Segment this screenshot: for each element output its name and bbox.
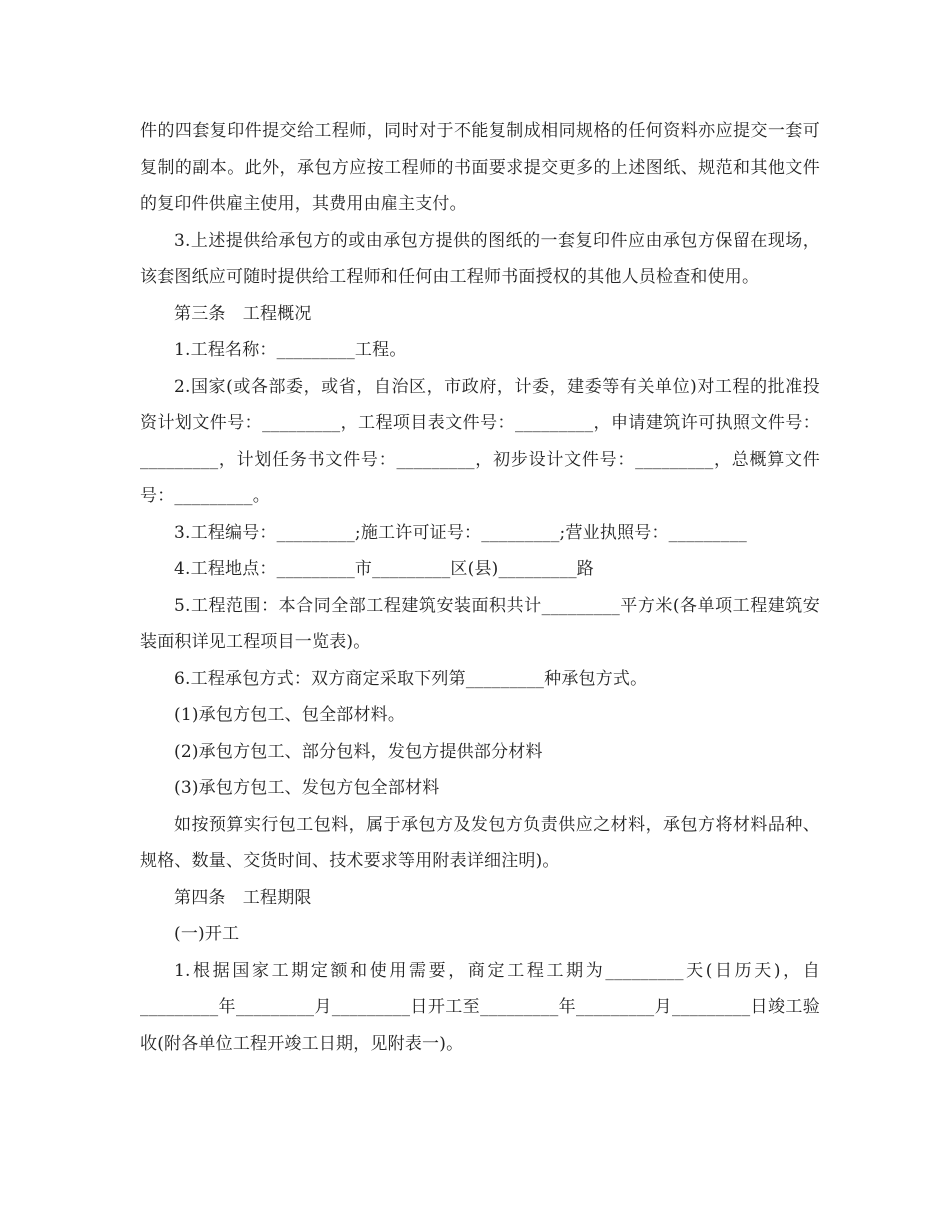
paragraph-continuation: 件的四套复印件提交给工程师，同时对于不能复制成相同规格的任何资料亦应提交一套可复制的副本。此外，承包方应按工程师的书面要求提交更多的上述图纸、规范和其他文件的复印件供雇主使用，其费用由雇主支付。 [140, 121, 820, 214]
paragraph-contract-method: 6.工程承包方式：双方商定采取下列第_________种承包方式。 [174, 668, 648, 689]
list-item-option-1: (1)承包方包工、包全部材料。 [174, 705, 406, 725]
paragraph-approval-documents: 2.国家(或各部委，或省，自治区，市政府，计委，建委等有关单位)对工程的批准投资计划文件号：_________，工程项目表文件号：_________，申请建筑许可执照文件号：_________，计划任务书文件号：_________，初步设计文件号：_________，总概算文件号：_________。 [140, 376, 820, 506]
section-heading-article-4: 第四条 工程期限 [174, 887, 312, 908]
subsection-heading-start: (一)开工 [174, 924, 240, 944]
list-item-option-3: (3)承包方包工、发包方包全部材料 [174, 778, 440, 798]
paragraph-drawing-copies: 3.上述提供给承包方的或由承包方提供的图纸的一套复印件应由承包方保留在现场，该套图纸应可随时提供给工程师和任何由工程师书面授权的其他人员检查和使用。 [140, 230, 820, 287]
section-heading-article-3: 第三条 工程概况 [174, 303, 312, 324]
list-item-option-2: (2)承包方包工、部分包料，发包方提供部分材料 [174, 741, 543, 762]
paragraph-materials-note: 如按预算实行包工包料，属于承包方及发包方负责供应之材料，承包方将材料品种、规格、数量、交货时间、技术要求等用附表详细注明)。 [140, 814, 820, 871]
paragraph-project-number: 3.工程编号：_________;施工许可证号：_________;营业执照号：_________ [174, 522, 747, 543]
document-body [140, 113, 820, 1062]
paragraph-project-name: 1.工程名称：_________工程。 [174, 340, 407, 360]
paragraph-project-scope: 5.工程范围：本合同全部工程建筑安装面积共计_________平方米(各单项工程建筑安装面积详见工程项目一览表)。 [140, 595, 820, 652]
paragraph-project-location: 4.工程地点：_________市_________区(县)_________路 [174, 559, 594, 579]
paragraph-construction-period: 1.根据国家工期定额和使用需要，商定工程工期为_________天(日历天)，自_________年_________月_________日开工至_________年_________月_________日竣工验收(附各单位工程开竣工日期，见附表一)。 [140, 960, 820, 1054]
